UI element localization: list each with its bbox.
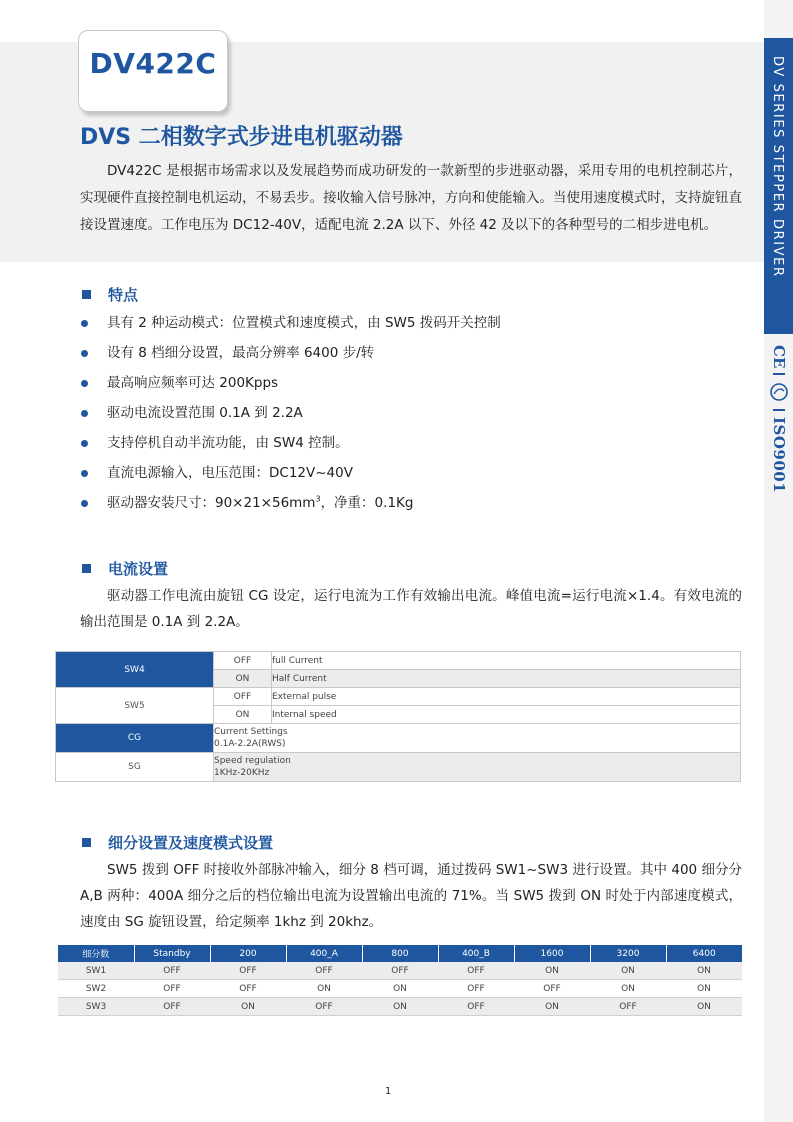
- table-cell: OFF: [438, 980, 514, 998]
- table-cell: ON: [286, 980, 362, 998]
- table-cell: ON: [214, 670, 272, 688]
- table-row: [58, 998, 742, 1016]
- list-item: [80, 490, 501, 520]
- table-cell: OFF: [286, 998, 362, 1016]
- table-cell: SW2: [58, 980, 134, 998]
- model-badge: [78, 30, 228, 112]
- table-cell: Internal speed: [272, 706, 741, 724]
- table-cell: OFF: [362, 962, 438, 980]
- table-cell: SW4: [56, 652, 214, 688]
- current-heading: [82, 558, 168, 579]
- list-item: 具有 2 种运动模式：位置模式和速度模式，由 SW5 拨码开关控制: [80, 310, 501, 340]
- table-cell: OFF: [590, 998, 666, 1016]
- table-row: [56, 753, 741, 782]
- divider: [773, 373, 785, 375]
- table-cell: CG: [56, 724, 214, 753]
- table-cell: ON: [590, 980, 666, 998]
- column-header: 200: [210, 945, 286, 962]
- table-cell: OFF: [438, 998, 514, 1016]
- table-cell: ON: [362, 998, 438, 1016]
- table-cell: [214, 753, 741, 782]
- table-row: [56, 724, 741, 753]
- dims-prefix: 驱动器安装尺寸：90×21×56mm: [107, 495, 316, 511]
- microstep-heading: [82, 832, 273, 853]
- features-heading: [82, 284, 138, 305]
- microstep-paragraph: SW5 拨到 OFF 时接收外部脉冲输入，细分 8 档可调，通过拨码 SW1~SW3 进行设置。其中 400 细分分 A,B 两种：400A 细分之后的档位输出电流为设置输出电流的 71%。当 SW5 拨到 ON 时处于内部速度模式，速度由 SG 旋钮设置，给定频率 1khz 到 20khz。: [80, 862, 742, 930]
- column-header: 3200: [590, 945, 666, 962]
- table-cell: OFF: [134, 980, 210, 998]
- table-cell: ON: [590, 962, 666, 980]
- table-cell: ON: [210, 998, 286, 1016]
- certification-seal-icon: [770, 383, 788, 401]
- page-number: 1: [385, 1086, 392, 1097]
- table-cell: ON: [514, 962, 590, 980]
- column-header: 400_B: [438, 945, 514, 962]
- table-header-row: [58, 945, 742, 962]
- model-name: DV422C: [89, 47, 217, 80]
- table-cell: ON: [666, 998, 742, 1016]
- table-cell: ON: [214, 706, 272, 724]
- page-title: DVS 二相数字式步进电机驱动器: [80, 125, 403, 150]
- ce-mark-icon: CE: [770, 345, 788, 369]
- dims-suffix: ，净重：0.1Kg: [320, 495, 414, 511]
- table-cell: ON: [514, 998, 590, 1016]
- table-cell: SW5: [56, 688, 214, 724]
- table-cell: [214, 724, 741, 753]
- table-row: [58, 962, 742, 980]
- microstep-heading-text: 细分设置及速度模式设置: [108, 834, 274, 852]
- table-cell: OFF: [286, 962, 362, 980]
- square-bullet-icon: [82, 564, 91, 573]
- table-cell: OFF: [214, 652, 272, 670]
- sg-line-1: Speed regulation: [214, 756, 291, 766]
- table-row: [56, 652, 741, 670]
- current-paragraph: 驱动器工作电流由旋钮 CG 设定，运行电流为工作有效输出电流。峰值电流=运行电流×1.4。有效电流的输出范围是 0.1A 到 2.2A。: [80, 588, 742, 630]
- list-item: 设有 8 档细分设置，最高分辨率 6400 步/转: [80, 340, 501, 370]
- intro-paragraph: DV422C 是根据市场需求以及发展趋势而成功研发的一款新型的步进驱动器，采用专用的电机控制芯片，实现硬件直接控制电机运动，不易丢步。接收输入信号脉冲，方向和使能输入。当使用速度模式时，支持旋钮直接设置速度。工作电压为 DC12-40V，适配电流 2.2A 以下、外径 42 及以下的各种型号的二相步进电机。: [80, 163, 742, 233]
- microstep-table: [58, 945, 742, 1016]
- column-header: 400_A: [286, 945, 362, 962]
- square-bullet-icon: [82, 290, 91, 299]
- feature-list: [80, 310, 501, 520]
- list-item: 最高响应频率可达 200Kpps: [80, 370, 501, 400]
- column-header: 800: [362, 945, 438, 962]
- table-cell: OFF: [210, 962, 286, 980]
- table-cell: OFF: [210, 980, 286, 998]
- table-cell: OFF: [214, 688, 272, 706]
- table-cell: OFF: [438, 962, 514, 980]
- square-bullet-icon: [82, 838, 91, 847]
- certification-marks: [768, 345, 790, 493]
- list-item: 支持停机自动半流功能，由 SW4 控制。: [80, 430, 501, 460]
- sg-line-2: 1KHz-20KHz: [214, 768, 270, 778]
- series-label: DV SERIES STEPPER DRIVER: [770, 56, 785, 278]
- list-item: 直流电源输入，电压范围：DC12V~40V: [80, 460, 501, 490]
- table-row: [56, 688, 741, 706]
- column-header: 6400: [666, 945, 742, 962]
- cg-line-1: Current Settings: [214, 727, 288, 737]
- table-cell: ON: [666, 980, 742, 998]
- table-cell: full Current: [272, 652, 741, 670]
- dims-sup: 3: [315, 494, 321, 504]
- table-cell: OFF: [514, 980, 590, 998]
- table-cell: ON: [666, 962, 742, 980]
- table-row: [58, 980, 742, 998]
- table-cell: SG: [56, 753, 214, 782]
- table-cell: SW3: [58, 998, 134, 1016]
- table-cell: OFF: [134, 962, 210, 980]
- current-heading-text: 电流设置: [108, 560, 169, 578]
- cg-line-2: 0.1A-2.2A(RWS): [214, 739, 286, 749]
- column-header: 1600: [514, 945, 590, 962]
- current-settings-table: [55, 651, 741, 782]
- table-cell: Half Current: [272, 670, 741, 688]
- column-header: Standby: [134, 945, 210, 962]
- table-cell: ON: [362, 980, 438, 998]
- iso-mark: ISO9001: [770, 417, 788, 494]
- table-cell: External pulse: [272, 688, 741, 706]
- divider: [773, 409, 785, 411]
- table-cell: OFF: [134, 998, 210, 1016]
- column-header: 细分数: [58, 945, 134, 962]
- list-item: 驱动电流设置范围 0.1A 到 2.2A: [80, 400, 501, 430]
- table-cell: SW1: [58, 962, 134, 980]
- features-heading-text: 特点: [108, 286, 139, 304]
